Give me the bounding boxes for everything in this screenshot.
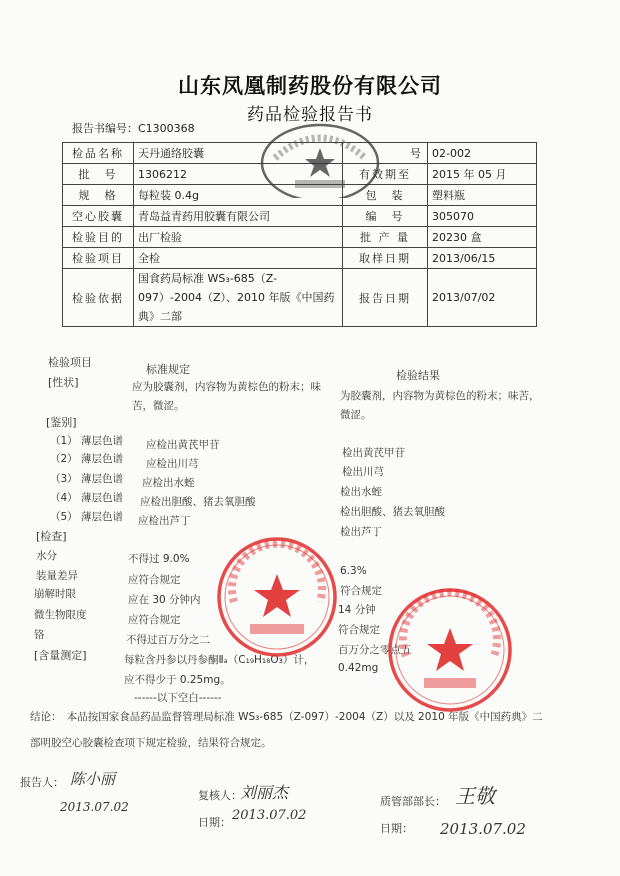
- info-value2: 2013/06/15: [428, 248, 537, 269]
- qc-stamp-top: [255, 118, 385, 198]
- col-item-header: 检验项目: [48, 356, 92, 369]
- info-label2: 有效期至: [343, 164, 428, 185]
- ident-standard: 应检出川芎: [146, 458, 199, 470]
- info-label: 检品名称: [63, 143, 134, 164]
- company-name: 山东凤凰制药股份有限公司: [178, 74, 442, 98]
- check-item: 装量差异: [36, 570, 78, 582]
- conclusion-line1: 结论： 本品按国家食品药品监督管理局标准 WS₃-685（Z-097）-2004（Z）以及 2010 年版《中国药典》二: [30, 711, 543, 723]
- info-value2: 305070: [428, 206, 537, 227]
- info-label2: 编 号: [343, 206, 428, 227]
- check-result: 符合规定: [338, 624, 380, 636]
- check-item: 微生物限度: [34, 609, 87, 621]
- ident-result: 检出川芎: [342, 466, 384, 478]
- check-heading: [检查]: [36, 530, 67, 543]
- assay-standard-line2: 应不得少于 0.25mg。: [124, 674, 231, 686]
- reporter-signature: 陈小丽: [70, 770, 116, 788]
- trait-heading: [性状]: [48, 376, 79, 389]
- info-value2: 2013/07/02: [428, 269, 537, 327]
- reviewer-date-label: 日期：: [198, 816, 231, 829]
- check-standard: 应符合规定: [128, 574, 181, 586]
- report-number-label: 报告书编号：: [72, 122, 138, 135]
- info-value: 青岛益青药用胶囊有限公司: [134, 206, 343, 227]
- ident-item: （2） 薄层色谱: [50, 453, 124, 465]
- info-label: 检验目的: [63, 227, 134, 248]
- distributor-stamp: [212, 532, 342, 662]
- check-standard: 应在 30 分钟内: [128, 594, 201, 606]
- info-value: 全检: [134, 248, 343, 269]
- ident-result: 检出芦丁: [340, 526, 382, 538]
- ident-result: 检出胆酸、猪去氧胆酸: [340, 506, 445, 518]
- info-label2: 报告日期: [343, 269, 428, 327]
- reporter-date: 2013.07.02: [60, 800, 129, 814]
- ident-standard: 应检出胆酸、猪去氧胆酸: [140, 496, 256, 508]
- col-result-header: 检验结果: [396, 369, 440, 382]
- info-label2: 号: [343, 143, 428, 164]
- check-result: 6.3%: [340, 565, 367, 577]
- check-result: 百万分之零点五: [338, 644, 412, 656]
- info-row: [63, 206, 537, 227]
- col-std-header: 标准规定: [146, 363, 190, 376]
- check-result: 符合规定: [340, 585, 382, 597]
- ident-item: （3） 薄层色谱: [50, 473, 124, 485]
- trait-standard: 应为胶囊剂，内容物为黄棕色的粉末；味苦，微涩。: [132, 381, 321, 412]
- reviewer-label: 复核人：: [198, 789, 242, 802]
- info-row: [63, 248, 537, 269]
- info-value: 1306212: [134, 164, 343, 185]
- ident-standard: 应检出黄芪甲苷: [146, 439, 220, 451]
- reviewer-signature: 刘丽杰: [240, 783, 289, 802]
- assay-heading: [含量测定]: [34, 649, 87, 662]
- info-label: 空心胶囊: [63, 206, 134, 227]
- assay-result: 0.42mg: [338, 662, 379, 674]
- info-value: 出厂检验: [134, 227, 343, 248]
- ident-standard: 应检出水蛭: [142, 477, 195, 489]
- info-label: 规 格: [63, 185, 134, 206]
- ident-result: 检出水蛭: [340, 486, 382, 498]
- conclusion-line2: 部明胶空心胶囊检查项下规定检验，结果符合规定。: [30, 737, 272, 749]
- qa-date-label: 日期：: [380, 822, 413, 835]
- qa-signature: 王敬: [455, 784, 495, 808]
- info-label: 批 号: [63, 164, 134, 185]
- ident-heading: [鉴别]: [46, 416, 77, 429]
- ident-standard: 应检出芦丁: [138, 515, 191, 527]
- qa-label: 质管部部长：: [380, 795, 446, 808]
- qc-stamp-bottom: [382, 582, 518, 718]
- report-number-value: C1300368: [138, 122, 195, 135]
- info-row: [63, 227, 537, 248]
- document-title: 药品检验报告书: [247, 105, 373, 125]
- check-standard: 不得过百万分之二: [126, 634, 210, 646]
- info-label: 检验项目: [63, 248, 134, 269]
- info-label2: 包 装: [343, 185, 428, 206]
- info-value2: 02-002: [428, 143, 537, 164]
- info-value2: 2015 年 05 月: [428, 164, 537, 185]
- info-value: 国食药局标准 WS₃-685（Z-097）-2004（Z）、2010 年版《中国药典》二部: [134, 269, 343, 327]
- info-value2: 塑料瓶: [428, 185, 537, 206]
- info-row: [63, 269, 537, 327]
- check-item: 水分: [36, 550, 57, 562]
- ident-item: （5） 薄层色谱: [50, 511, 124, 523]
- info-value: 天丹通络胶囊: [134, 143, 343, 164]
- check-standard: 不得过 9.0%: [128, 553, 190, 565]
- ident-item: （4） 薄层色谱: [50, 492, 124, 504]
- info-label2: 取样日期: [343, 248, 428, 269]
- reviewer-date: 2013.07.02: [232, 808, 307, 823]
- check-result: 14 分钟: [338, 604, 376, 616]
- reporter-label: 报告人：: [20, 776, 64, 789]
- report-number: [72, 120, 195, 136]
- ident-result: 检出黄芪甲苷: [342, 447, 405, 459]
- blank-line: ------以下空白------: [134, 692, 222, 704]
- assay-standard-line1: 每粒含丹参以丹参酮Ⅱₐ（C₁₉H₁₈O₃）计，: [124, 654, 315, 666]
- qa-date: 2013.07.02: [440, 820, 526, 838]
- ident-item: （1） 薄层色谱: [50, 435, 124, 447]
- check-item: 铬: [34, 629, 45, 641]
- check-standard: 应符合规定: [128, 614, 181, 626]
- info-label: 检验依据: [63, 269, 134, 327]
- info-value2: 20230 盒: [428, 227, 537, 248]
- info-value: 每粒装 0.4g: [134, 185, 343, 206]
- info-label2: 批 产 量: [343, 227, 428, 248]
- trait-result: 为胶囊剂，内容物为黄棕色的粉末；味苦，微涩。: [340, 390, 540, 421]
- check-item: 崩解时限: [34, 588, 76, 600]
